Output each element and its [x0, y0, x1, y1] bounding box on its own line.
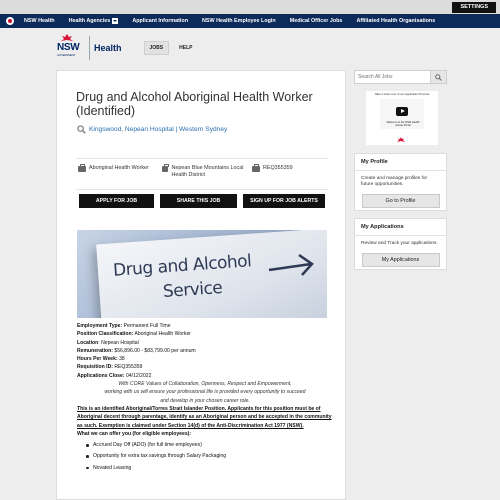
meta-district-text: Nepean Blue Mountains Local Health District [171, 165, 244, 178]
brand-name[interactable]: Health [94, 43, 122, 53]
job-alerts-button[interactable]: SIGN UP FOR JOB ALERTS [243, 194, 325, 208]
detail-hours [77, 355, 333, 363]
logo-text: NSW [57, 42, 80, 53]
my-profile-heading: My Profile [355, 154, 446, 171]
hero-text-line2: Service [162, 277, 223, 303]
detail-value: REQ355359 [114, 364, 143, 371]
my-applications-button[interactable]: My Applications [362, 253, 440, 267]
detail-location [77, 339, 333, 347]
job-search [354, 70, 447, 84]
tab-help[interactable]: HELP [179, 45, 193, 51]
job-actions [79, 194, 325, 208]
brand-divider [89, 36, 90, 60]
arrow-icon [267, 252, 317, 278]
detail-label: Employment Type: [77, 323, 123, 329]
briefcase-icon [252, 166, 260, 172]
nav-employee-login[interactable]: NSW Health Employee Login [202, 18, 276, 24]
video-title: Welcome to the NSW Health Career Portal [386, 121, 420, 127]
job-location-text: Kingswood, Nepean Hospital | Western Sydney [89, 126, 228, 133]
video-tour[interactable] [366, 91, 438, 145]
go-to-profile-button[interactable]: Go to Profile [362, 194, 440, 208]
detail-label: Hours Per Week: [77, 356, 118, 363]
my-profile-panel [354, 153, 447, 211]
detail-value: Permanent Full Time [123, 323, 171, 329]
job-title: Drug and Alcohol Aboriginal Health Worker (Identified) [76, 90, 313, 118]
nav-health-agencies-label: Health Agencies [68, 18, 111, 24]
detail-value: 38 [119, 356, 125, 363]
core-values-line2: working with us will ensure your professional life is provided every opportunity to succeed [104, 389, 306, 396]
detail-label: Location [77, 339, 99, 346]
settings-button[interactable]: SETTINGS [452, 2, 496, 13]
list-item: Opportunity for extra tax savings through Salary Packaging [77, 452, 333, 460]
core-values-line1: With CORE Values of Collaboration, Openness, Respect and Empowerment, [118, 381, 292, 388]
detail-requisition [77, 363, 333, 371]
list-item: Novated Leasing [77, 464, 333, 472]
play-icon[interactable] [396, 107, 408, 116]
meta-district [162, 165, 258, 179]
job-details [77, 322, 333, 472]
my-applications-heading: My Applications [355, 219, 446, 236]
nav-nsw-health[interactable]: NSW Health [24, 18, 55, 24]
detail-classification [77, 330, 333, 338]
chevron-down-icon [112, 18, 118, 24]
detail-value: : Nepean Hospital [98, 339, 139, 346]
briefcase-icon [78, 166, 86, 172]
job-location[interactable] [77, 125, 227, 134]
briefcase-icon [162, 166, 168, 172]
job-meta [76, 158, 328, 190]
my-applications-text: Review and Track your applications. [361, 241, 438, 246]
my-applications-panel [354, 218, 447, 270]
meta-classification [78, 165, 149, 172]
meta-requisition-text: REQ355359 [263, 165, 293, 171]
detail-employment-type [77, 322, 333, 330]
detail-value: $56,896.00 - $83,799.00 per annum [114, 347, 196, 354]
apply-button[interactable]: APPLY FOR JOB [79, 194, 154, 208]
nav-applicant-information[interactable]: Applicant Information [132, 18, 189, 24]
nsw-government-logo[interactable] [55, 34, 85, 62]
job-card [56, 70, 346, 500]
waratah-icon [60, 34, 74, 42]
identified-position-notice: This is an identified Aboriginal/Torres Strait Islander Position. Applicants for this position must be of Aboriginal decent through parentage, identify as an Aboriginal person and be accepted in the community as such. Exemption is claimed under Section 14(d) of the Anti-Discrimination Act 1977 (NSW). [77, 405, 332, 429]
detail-value: 04/12/2022 [125, 372, 152, 379]
detail-label: Remuneration: [77, 347, 113, 354]
nav-health-agencies[interactable] [69, 18, 119, 24]
share-button[interactable]: SHARE THIS JOB [160, 194, 237, 208]
hero-image [77, 230, 327, 318]
nav-affiliated-organisations[interactable]: Affiliated Health Organisations [356, 18, 436, 24]
main-nav [0, 14, 500, 28]
detail-close-date [77, 372, 333, 380]
meta-classification-text: Aboriginal Health Worker [89, 165, 149, 171]
top-strip [0, 0, 500, 14]
search-icon [435, 74, 442, 81]
my-profile-text: Create and manage profiles for future opportunities. [361, 176, 428, 187]
logo-subtext: GOVERNMENT [57, 54, 76, 57]
search-icon [77, 125, 86, 134]
search-input[interactable] [355, 71, 430, 83]
brand-header [55, 34, 192, 62]
nsw-waratah-icon[interactable] [6, 17, 14, 25]
video-caption: Take a Video tour of our Application Process [374, 92, 430, 96]
detail-label: Applications Close: [77, 372, 125, 379]
meta-requisition [252, 165, 293, 172]
tab-jobs[interactable]: JOBS [144, 41, 170, 55]
nsw-logo-icon [396, 137, 406, 143]
detail-remuneration [77, 347, 333, 355]
list-item: Accrued Day Off (ADO) (for full time employees) [77, 441, 333, 449]
offers-heading: What we can offer you (for eligible employees): [77, 430, 192, 437]
core-values-line3: and develop in your chosen career role. [160, 397, 250, 404]
detail-label: Requisition ID: [77, 364, 113, 371]
search-button[interactable] [430, 71, 446, 83]
video-thumbnail[interactable] [380, 99, 424, 129]
detail-label: Position Classification: [77, 331, 134, 338]
detail-value: Aboriginal Health Worker [134, 331, 191, 338]
nav-medical-officer-jobs[interactable]: Medical Officer Jobs [289, 18, 343, 24]
hero-text-line1: Drug and Alcohol [112, 251, 252, 281]
